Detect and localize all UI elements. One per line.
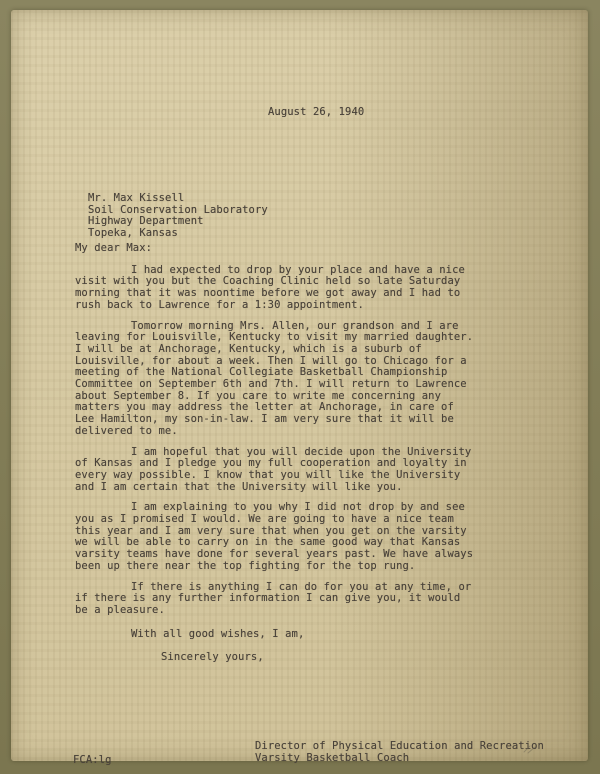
paragraph: I had expected to drop by your place and have a nice visit with you but the Coaching Clinic held so late Saturday morning that it was noontime before we got away and I had to rush back to Lawrence for a 1:30 appointment. — [75, 263, 465, 311]
paragraph: If there is anything I can do for you at any time, or if there is any further information I can give you, it would be a pleasure. — [75, 580, 472, 616]
paragraph: I am hopeful that you will decide upon the University of Kansas and I pledge you my full cooperation and loyalty in every way possible. I know that you will like the University and I am certain that the University will like you. — [75, 445, 472, 493]
closing-line: With all good wishes, I am, — [131, 627, 305, 640]
recipient-name-line: Mr. Max Kissell — [88, 192, 185, 204]
signature-title-line: Director of Physical Education and Recreation — [255, 740, 544, 752]
salutation: My dear Max: — [75, 242, 153, 254]
pencil-mark — [522, 743, 540, 755]
signoff-line: Sincerely yours, — [161, 651, 264, 664]
paragraph: Tomorrow morning Mrs. Allen, our grandson and I are leaving for Louisville, Kentucky to visit my married daughter. I will be at Anchorage, Kentucky, which is a suburb of Louisville, for about a week. Then I will go to Chicago for a meeting of the National Collegiate Basketball Championship Committee on September 6th and 7th. I will return to Lawrence about September 8. If you care to write me concerning any matters you may address the letter at Anchorage, in care of Lee Hamilton, my son-in-law. I am very sure that it will be delivered to me. — [75, 319, 474, 437]
letter-body — [75, 243, 479, 664]
recipient-address — [88, 193, 268, 240]
letter-date: August 26, 1940 — [268, 106, 365, 118]
paragraph: I am explaining to you why I did not drop by and see you as I promised I would. We are going to have a nice team this year and I am very sure that when you get on the varsity we will be able to carry on in the same good way that Kansas varsity teams have done for several years past. We have always been up there near the top fighting for the top rung. — [75, 501, 474, 572]
recipient-city-line: Topeka, Kansas — [88, 227, 178, 240]
recipient-org-line: Soil Conservation Laboratory — [88, 203, 268, 216]
signature-role-line: Varsity Basketball Coach — [255, 751, 410, 764]
recipient-dept-line: Highway Department — [88, 215, 204, 228]
letter-paper — [11, 10, 588, 766]
typist-initials: FCA:lg — [73, 754, 112, 766]
signature-block — [255, 741, 544, 764]
